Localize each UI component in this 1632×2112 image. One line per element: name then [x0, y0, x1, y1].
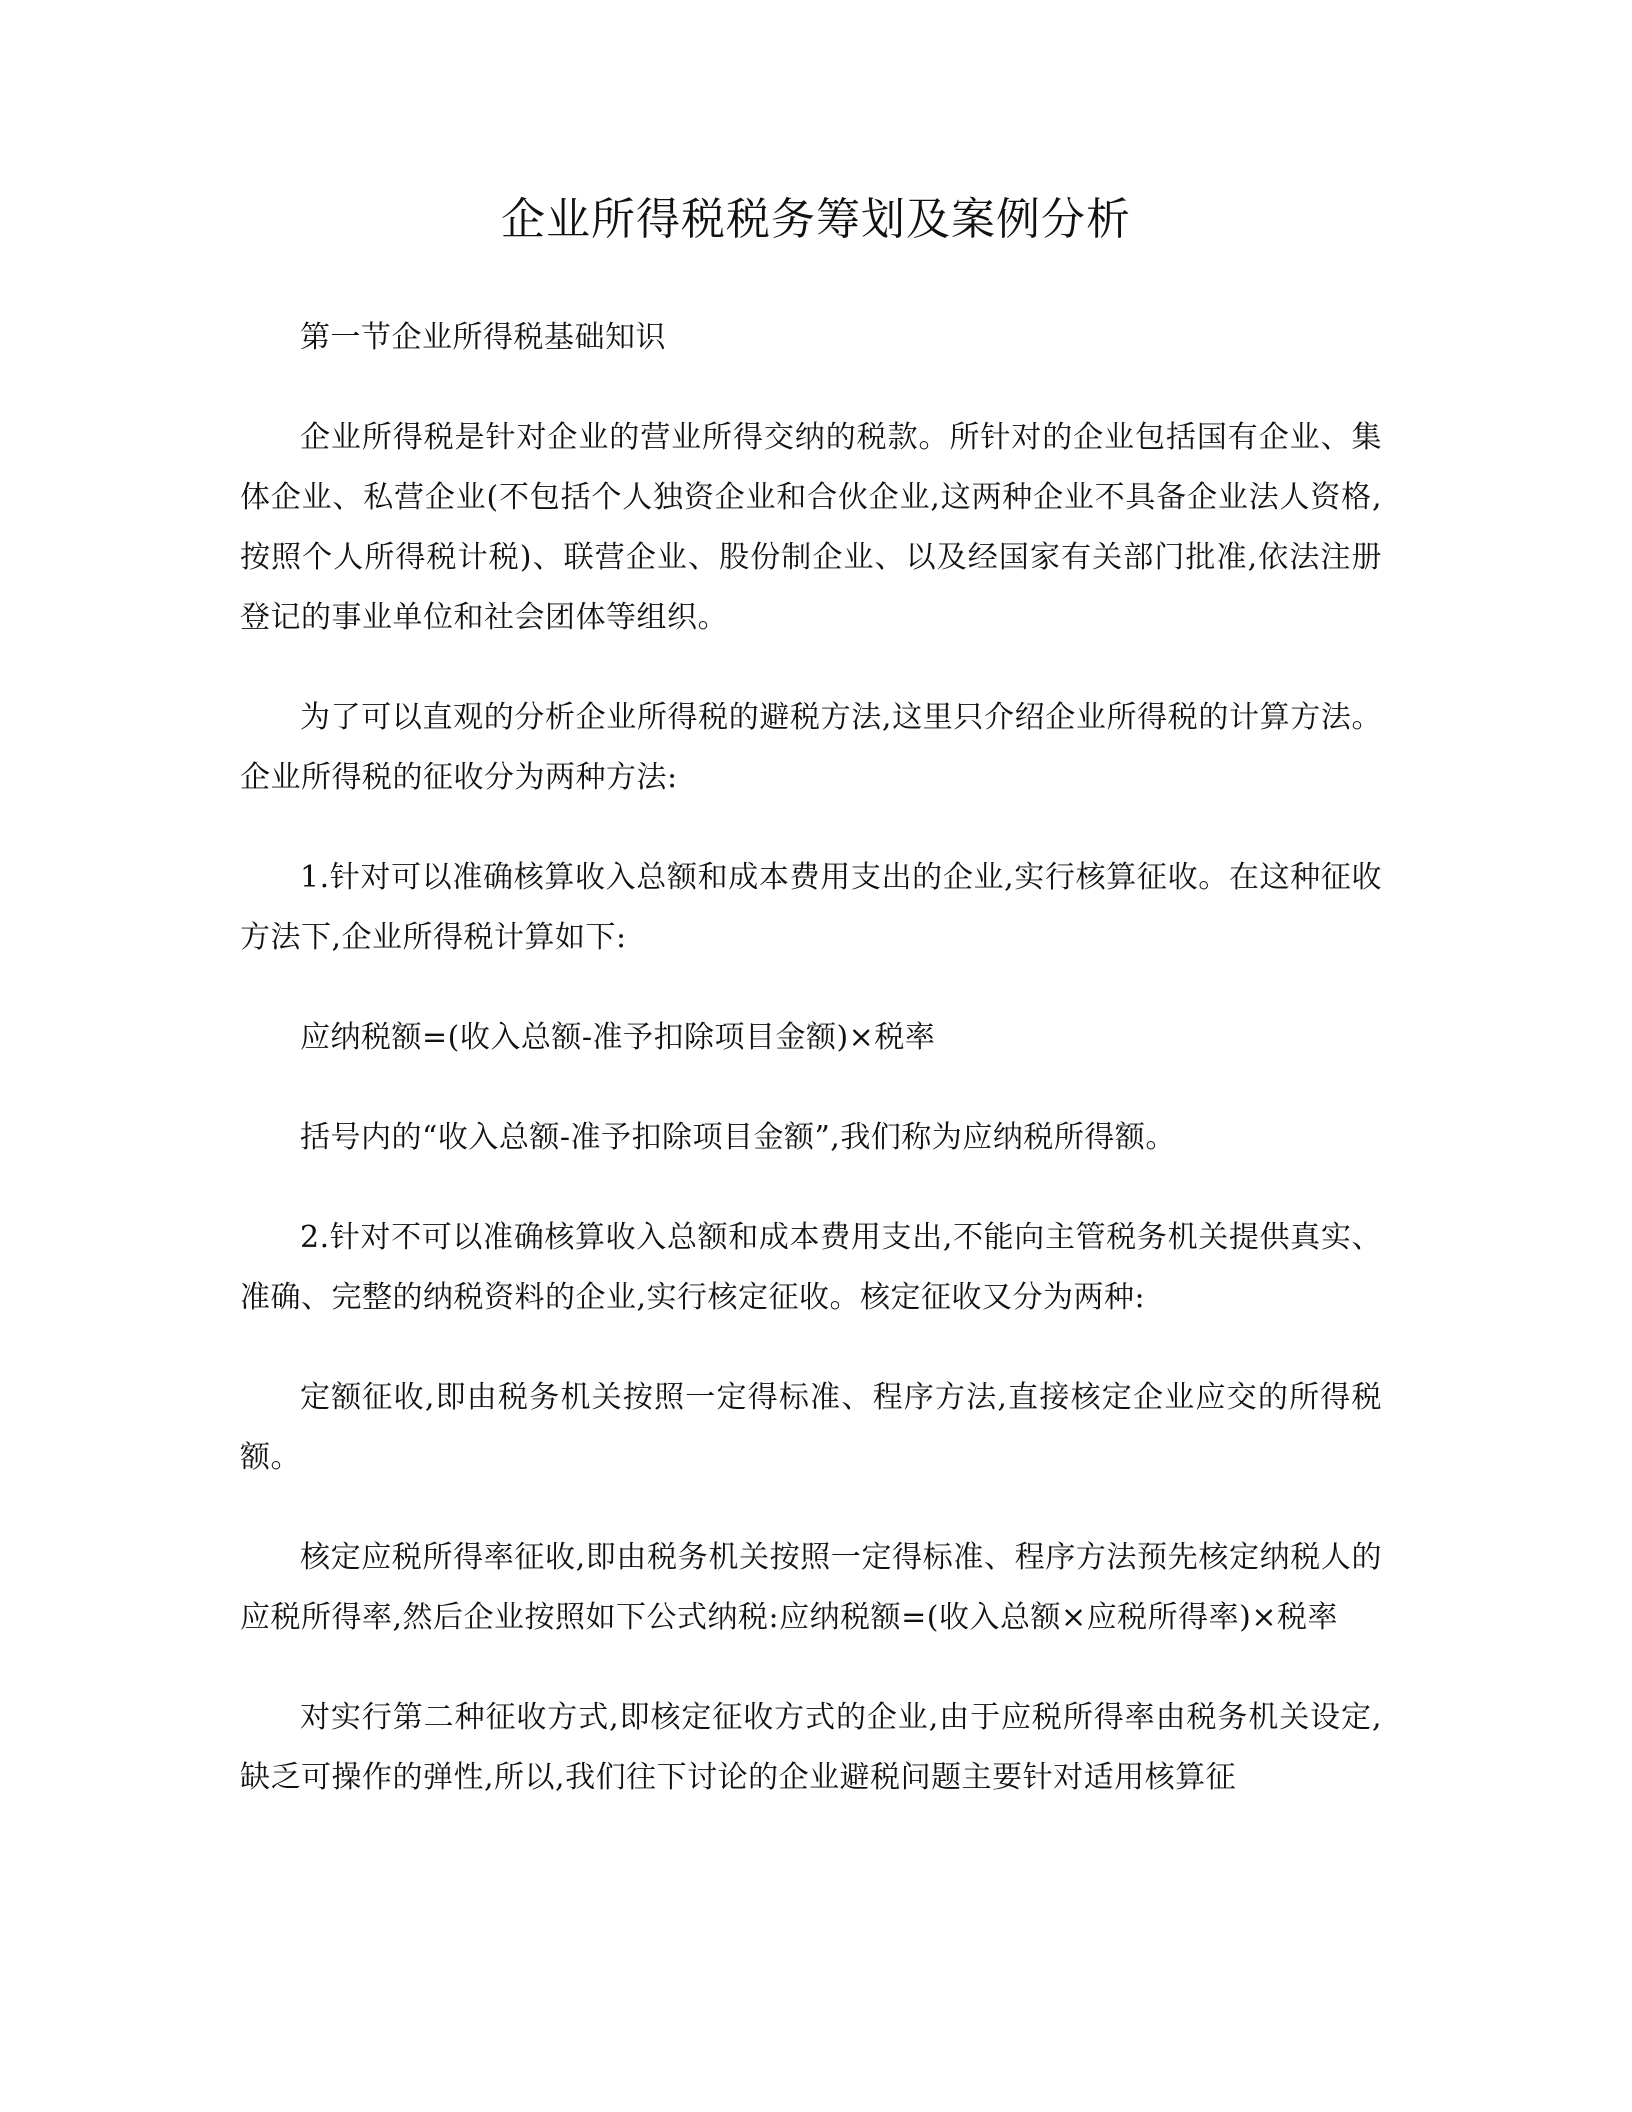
- paragraph-definition: 企业所得税是针对企业的营业所得交纳的税款。所针对的企业包括国有企业、集体企业、私营企业(不包括个人独资企业和合伙企业,这两种企业不具备企业法人资格,按照个人所得税计税)、联营企业、股份制企业、以及经国家有关部门批准,依法注册登记的事业单位和社会团体等组织。: [240, 420, 1382, 635]
- paragraph-taxable-rate: 核定应税所得率征收,即由税务机关按照一定得标准、程序方法预先核定纳税人的应税所得率,然后企业按照如下公式纳税:应纳税额=(收入总额×应税所得率)×税率: [240, 1540, 1382, 1635]
- paragraph-conclusion: 对实行第二种征收方式,即核定征收方式的企业,由于应税所得率由税务机关设定,缺乏可操作的弹性,所以,我们往下讨论的企业避税问题主要针对适用核算征: [240, 1700, 1382, 1795]
- paragraph-methods-intro: 为了可以直观的分析企业所得税的避税方法,这里只介绍企业所得税的计算方法。企业所得税的征收分为两种方法:: [240, 700, 1382, 795]
- document-title: 企业所得税税务筹划及案例分析: [501, 194, 1131, 245]
- paragraph-fixed-quota: 定额征收,即由税务机关按照一定得标准、程序方法,直接核定企业应交的所得税额。: [240, 1380, 1382, 1475]
- section-heading: 第一节企业所得税基础知识: [300, 320, 666, 355]
- paragraph-method-2: 2.针对不可以准确核算收入总额和成本费用支出,不能向主管税务机关提供真实、准确、完整的纳税资料的企业,实行核定征收。核定征收又分为两种:: [240, 1220, 1382, 1315]
- paragraph-formula-1: 应纳税额=(收入总额-准予扣除项目金额)×税率: [300, 1020, 936, 1055]
- document-body: [240, 308, 1382, 1848]
- paragraph-method-1: 1.针对可以准确核算收入总额和成本费用支出的企业,实行核算征收。在这种征收方法下,企业所得税计算如下:: [240, 860, 1382, 955]
- paragraph-taxable-income-note: 括号内的“收入总额-准予扣除项目金额”,我们称为应纳税所得额。: [300, 1120, 1176, 1155]
